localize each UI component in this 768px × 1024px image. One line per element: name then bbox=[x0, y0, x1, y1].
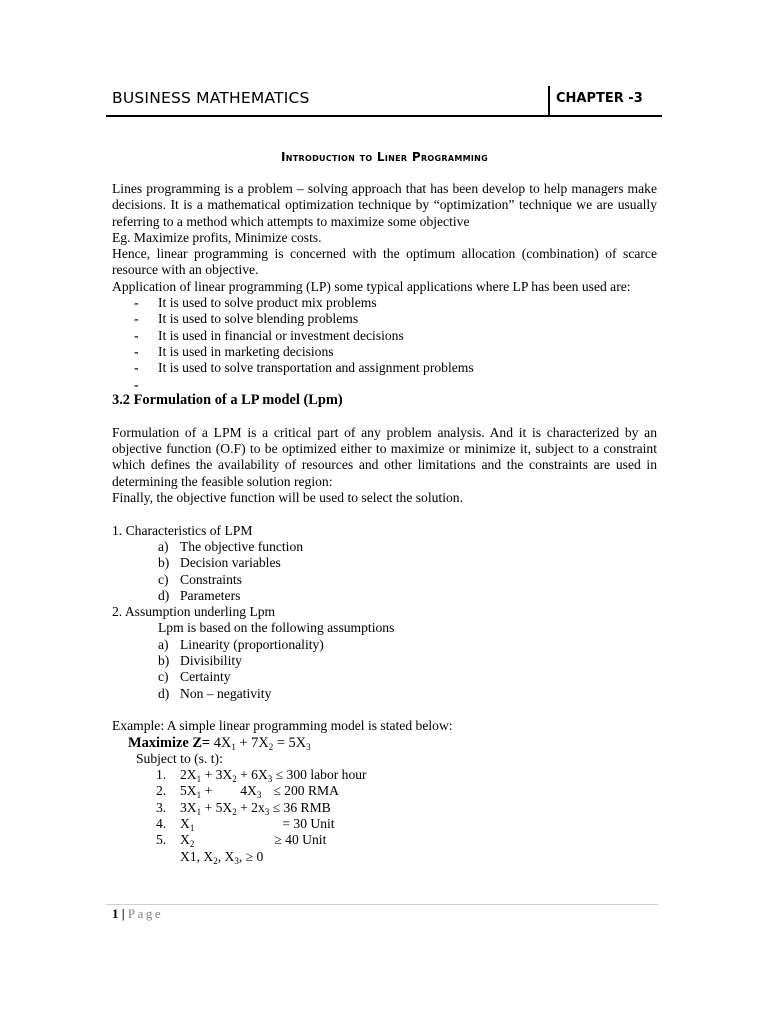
list-item bbox=[112, 311, 657, 327]
assumptions-heading: 2. Assumption underling Lpm bbox=[112, 604, 276, 620]
list-marker: b) bbox=[158, 555, 170, 571]
list-marker: c) bbox=[158, 669, 169, 685]
list-marker: a) bbox=[158, 538, 169, 554]
list-item: 2. $5X_1 + 4X_3 \le 200$ RMA bbox=[156, 783, 339, 801]
section-paragraph-1: Formulation of a LPM is a critical part of any problem analysis. And it is characterized by an objective function (O.F) to be optimized either to maximize or minimize it, subject to a constraint which defines the availability of resources and other limitations and the constraints are used in determining the feasible solution region: bbox=[112, 424, 657, 489]
bullet-mark: - bbox=[134, 343, 139, 359]
page-label: Page bbox=[127, 906, 164, 921]
example-intro: Example: A simple linear programming model is stated below: bbox=[112, 718, 453, 734]
intro-paragraph-3: Hence, linear programming is concerned with the optimum allocation (combination) of scarce resource with an objective. bbox=[112, 246, 657, 278]
assumptions-intro: Lpm is based on the following assumptions bbox=[158, 620, 395, 636]
maximize-label: Maximize Z= bbox=[128, 734, 211, 751]
list-item-text: Non – negativity bbox=[180, 685, 272, 701]
section-paragraph-2: Finally, the objective function will be used to select the solution. bbox=[112, 490, 463, 506]
document-title: Introduction to Liner Programming bbox=[281, 150, 488, 164]
list-item bbox=[112, 669, 657, 685]
list-marker: 3. bbox=[156, 799, 167, 815]
constraint-bound: = 30 Unit bbox=[282, 815, 335, 831]
list-item bbox=[112, 572, 657, 588]
list-item-text: Divisibility bbox=[180, 653, 242, 669]
characteristics-heading: 1. Characteristics of LPM bbox=[112, 522, 253, 538]
intro-paragraph-2: Eg. Maximize profits, Minimize costs. bbox=[112, 229, 322, 245]
spacer bbox=[112, 506, 657, 522]
constraint-bound: ≤ 200 RMA bbox=[273, 783, 339, 799]
list-item bbox=[112, 637, 657, 653]
list-marker: 1. bbox=[156, 767, 167, 783]
constraint-bound: ≤ 36 RMB bbox=[272, 799, 331, 815]
footer-separator: | bbox=[121, 906, 125, 921]
list-item bbox=[112, 653, 657, 669]
list-item-text: It is used to solve product mix problems bbox=[158, 295, 377, 311]
list-item: 3. $3X_1 + 5X_2 + 2x_3 \le 36$ RMB bbox=[156, 799, 331, 817]
list-marker: 2. bbox=[156, 783, 167, 799]
footer-rule bbox=[106, 904, 658, 905]
page-number: 1 bbox=[112, 906, 119, 921]
intro-paragraph-1: Lines programming is a problem – solving approach that has been develop to help managers make decisions. It is a mathematical optimization technique by “optimization” technique we are usually referring to a method which attempts to maximize some objective bbox=[112, 181, 657, 229]
document-body bbox=[112, 181, 657, 865]
list-marker: c) bbox=[158, 571, 169, 587]
intro-paragraph-4: Application of linear programming (LP) some typical applications where LP has been used are: bbox=[112, 278, 631, 294]
list-marker: 4. bbox=[156, 815, 167, 831]
header-chapter: CHAPTER -3 bbox=[556, 91, 643, 106]
page-footer bbox=[112, 906, 163, 922]
characteristics-list bbox=[112, 539, 657, 604]
list-marker: d) bbox=[158, 587, 170, 603]
constraint-bound: ≤ 300 labor hour bbox=[275, 767, 367, 783]
constraints-list bbox=[112, 767, 657, 848]
subject-to-label: Subject to (s. t): bbox=[136, 750, 223, 766]
list-item bbox=[112, 539, 657, 555]
list-item bbox=[112, 588, 657, 604]
objective-function: Maximize $Z= 4X_1 + 7X_2 = 5X_3$ bbox=[128, 734, 311, 752]
list-item-text: It is used to solve transportation and assignment problems bbox=[158, 360, 474, 376]
non-negativity: X1, $X_2$, $X_3$, ≥ 0 bbox=[180, 848, 264, 866]
bullet-mark: - bbox=[134, 295, 139, 311]
list-item bbox=[112, 344, 657, 360]
applications-list bbox=[112, 295, 657, 390]
bullet-mark: - bbox=[134, 327, 139, 343]
list-item: 4. $X_1 = 30$ Unit bbox=[156, 815, 335, 833]
list-item: 5. $X_2 \ge 40$ Unit bbox=[156, 832, 327, 850]
list-item bbox=[112, 686, 657, 702]
list-item-text: Linearity (proportionality) bbox=[180, 636, 324, 652]
list-item-text: It is used in financial or investment decisions bbox=[158, 327, 404, 343]
spacer bbox=[112, 702, 657, 718]
list-item-text: Parameters bbox=[180, 587, 241, 603]
list-marker: b) bbox=[158, 653, 170, 669]
list-marker: 5. bbox=[156, 832, 167, 848]
list-item-text: It is used to solve blending problems bbox=[158, 311, 359, 327]
list-item bbox=[112, 328, 657, 344]
spacer bbox=[112, 409, 657, 425]
section-heading: 3.2 Formulation of a LP model (Lpm) bbox=[112, 391, 343, 408]
list-item-text: It is used in marketing decisions bbox=[158, 343, 334, 359]
list-item-text: Constraints bbox=[180, 571, 242, 587]
list-item bbox=[112, 377, 657, 391]
list-item bbox=[112, 360, 657, 376]
header-rule bbox=[106, 115, 662, 117]
list-item bbox=[112, 555, 657, 571]
list-item-text: Certainty bbox=[180, 669, 231, 685]
list-item-text: Decision variables bbox=[180, 555, 281, 571]
list-item bbox=[112, 295, 657, 311]
list-item: 1. $2X_1 + 3X_2 + 6X_3 \le 300$ labor hour bbox=[156, 767, 367, 785]
header-divider bbox=[548, 86, 550, 116]
list-marker: a) bbox=[158, 636, 169, 652]
bullet-mark: - bbox=[134, 376, 139, 392]
header-subject: BUSINESS MATHEMATICS bbox=[112, 89, 310, 107]
list-marker: d) bbox=[158, 685, 170, 701]
bullet-mark: - bbox=[134, 360, 139, 376]
constraint-bound: ≥ 40 Unit bbox=[274, 832, 327, 848]
bullet-mark: - bbox=[134, 311, 139, 327]
assumptions-list bbox=[112, 637, 657, 702]
list-item-text: The objective function bbox=[180, 538, 304, 554]
